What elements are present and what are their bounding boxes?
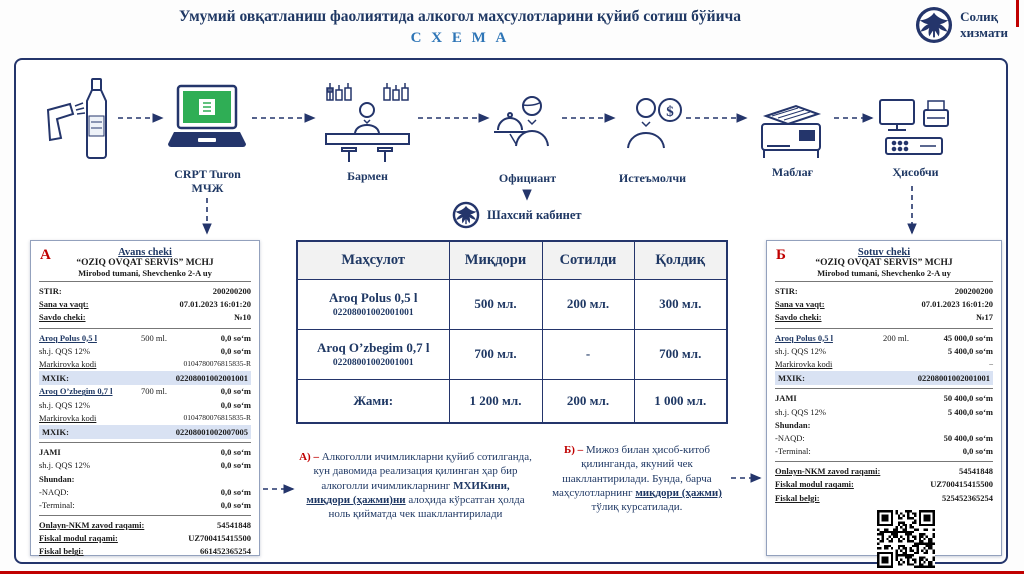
col-header-sold: Сотилди — [542, 241, 634, 279]
label-crpt-turon — [160, 168, 255, 196]
row-value: 0,0 so‘m — [220, 486, 251, 497]
row-label: Shundan: — [775, 419, 811, 430]
receipt-row — [775, 432, 993, 445]
row-value: №10 — [233, 312, 251, 323]
row-label: Savdo cheki: — [775, 312, 822, 323]
note-b — [545, 443, 729, 514]
row-value: 0104780076815835-R — [183, 412, 251, 422]
table-row — [297, 279, 727, 329]
total-label: Жами: — [297, 379, 449, 423]
cell-remainder: 300 мл. — [634, 279, 727, 329]
row-label: sh.j. QQS 12% — [39, 399, 91, 410]
row-value: 5 400,0 so‘m — [947, 345, 993, 356]
receipt-sotuv — [766, 240, 1002, 556]
row-value: 0,0 so‘m — [220, 460, 251, 471]
row-label: sh.j. QQS 12% — [39, 345, 91, 356]
receipt-row — [39, 473, 251, 486]
row-value: 0,0 so‘m — [220, 499, 251, 510]
row-value: 02208001002001001 — [917, 373, 990, 384]
total-remainder: 1 000 мл. — [634, 379, 727, 423]
row-label: Fiskal belgi: — [775, 492, 820, 503]
receipt-row — [39, 345, 251, 358]
row-label: Sana va vaqt: — [775, 299, 825, 310]
eagle-icon — [452, 201, 480, 229]
row-value: 0,0 so‘m — [220, 345, 251, 356]
product-name: Aroq Polus 0,5 l — [328, 290, 418, 305]
row-value: 0,0 so‘m — [220, 399, 251, 410]
cell-remainder: 700 мл. — [634, 329, 727, 379]
receipt-separator — [775, 388, 993, 389]
row-label: Markirovka kodi — [775, 358, 833, 369]
table-header-row — [297, 241, 727, 279]
cash-register-icon — [878, 96, 950, 169]
receipt-row — [39, 519, 251, 532]
row-label: JAMI — [775, 393, 797, 404]
receipt-row — [775, 298, 993, 311]
note-a-bold: МХИКини, — [453, 479, 510, 492]
receipt-row — [775, 445, 993, 458]
bottle-scanner-icon — [44, 76, 120, 173]
table-total-row — [297, 379, 727, 423]
row-value: 0104780076815835-R — [183, 358, 251, 368]
receipt-row — [775, 406, 993, 419]
product-name: Aroq O’zbegim 0,7 l — [317, 340, 430, 355]
receipt-row — [39, 358, 251, 371]
receipt-row — [775, 311, 993, 324]
receipt-row — [39, 459, 251, 472]
row-label: Onlayn-NKM zavod raqami: — [39, 520, 145, 531]
receipt-row — [775, 465, 993, 478]
crpt-label-line1: CRPT Turon — [174, 167, 241, 181]
item-price: 0,0 so‘m — [220, 386, 251, 397]
receipt-address: Mirobod tumani, Shevchenko 2-A uy — [817, 268, 951, 278]
mxik-row — [39, 371, 251, 385]
page-title: Умумий овқатланиш фаолиятида алкогол маҳсулотларини қуйиб сотиш бўйича — [178, 8, 742, 25]
row-label: Onlayn-NKM zavod raqami: — [775, 466, 881, 477]
receipt-row — [39, 311, 251, 324]
cell-quantity: 500 мл. — [449, 279, 542, 329]
receipt-row — [39, 399, 251, 412]
cabinet-label: Шахсий кабинет — [487, 207, 582, 222]
cell-sold: - — [542, 329, 634, 379]
receipt-separator — [39, 281, 251, 282]
cell-product — [297, 329, 449, 379]
receipt-row — [775, 478, 993, 491]
row-value: 0,0 so‘m — [220, 447, 251, 458]
receipt-row — [39, 446, 251, 459]
note-a — [299, 450, 532, 521]
row-value: №17 — [975, 312, 993, 323]
crpt-label-line2: МЧЖ — [191, 180, 224, 195]
consumer-icon — [620, 90, 684, 171]
receipt-separator — [775, 281, 993, 282]
bartender-icon — [320, 80, 415, 169]
receipt-separator — [775, 461, 993, 462]
receipt-row — [775, 345, 993, 358]
row-label: sh.j. QQS 12% — [39, 460, 91, 471]
row-value: 07.01.2023 16:01:20 — [921, 299, 993, 310]
item-qty: 500 ml. — [141, 332, 167, 343]
note-b-text: тўлиқ курсатилади. — [591, 501, 683, 514]
row-value: 02208001002007005 — [175, 426, 248, 437]
row-value: 54541848 — [959, 466, 993, 477]
receipt-b-badge: Б — [776, 247, 786, 263]
row-value: 07.01.2023 16:01:20 — [179, 299, 251, 310]
receipt-title: Avans cheki — [118, 247, 172, 258]
receipt-company: “OZIQ OVQAT SERVIS” MCHJ — [815, 258, 953, 268]
money-counter-icon — [752, 102, 830, 167]
receipt-row — [39, 412, 251, 425]
label-mablag: Маблағ — [771, 165, 814, 179]
row-label: STIR: — [775, 286, 798, 296]
tax-service-logo-text — [960, 9, 1008, 42]
receipt-address: Mirobod tumani, Shevchenko 2-A uy — [78, 268, 212, 278]
receipt-avans — [30, 240, 260, 556]
row-value: UZ700415415500 — [188, 533, 251, 544]
item-price: 45 000,0 so‘m — [943, 332, 993, 343]
row-label: Fiskal modul raqami: — [39, 533, 118, 544]
cell-sold: 200 мл. — [542, 279, 634, 329]
receipt-row — [775, 492, 993, 505]
col-header-remainder: Қолдиқ — [634, 241, 727, 279]
row-label: -NAQD: — [39, 486, 69, 497]
receipt-row — [39, 499, 251, 512]
receipt-item — [775, 332, 993, 345]
item-name: Aroq O’zbegim 0,7 l — [39, 386, 113, 397]
waiter-icon — [494, 90, 560, 171]
product-code: 02208001002001001 — [332, 308, 414, 318]
receipt-item — [39, 332, 251, 345]
row-label: -NAQD: — [775, 432, 805, 443]
row-label: -Terminal: — [775, 446, 811, 457]
row-label: sh.j. QQS 12% — [775, 345, 827, 356]
row-value: 5 400,0 so‘m — [947, 406, 993, 417]
row-label: Markirovka kodi — [39, 358, 97, 369]
row-value: 54541848 — [217, 520, 251, 531]
item-name: Aroq Polus 0,5 l — [39, 332, 97, 343]
mxik-row — [775, 371, 993, 385]
col-header-product: Маҳсулот — [297, 241, 449, 279]
products-table — [296, 240, 728, 424]
receipt-row — [775, 285, 993, 298]
receipt-separator — [39, 515, 251, 516]
row-label: Markirovka kodi — [39, 412, 97, 423]
row-label: Savdo cheki: — [39, 312, 86, 323]
row-label: MXIK: — [42, 373, 69, 384]
logo-text-line1: Солиқ — [960, 8, 999, 24]
item-qty: 200 ml. — [883, 332, 909, 343]
receipt-separator — [775, 328, 993, 329]
cell-quantity: 700 мл. — [449, 329, 542, 379]
receipt-separator — [39, 328, 251, 329]
row-value: 50 400,0 so‘m — [943, 432, 993, 443]
receipt-row — [775, 358, 993, 371]
receipt-separator — [39, 442, 251, 443]
note-a-bold-underline: миқдори (ҳажми)ни — [306, 493, 406, 506]
receipt-a-badge: А — [40, 247, 51, 263]
page-subtitle: С Х Е М А — [410, 30, 510, 46]
label-ofitsiant: Официант — [498, 171, 557, 185]
row-value: UZ700415415500 — [930, 479, 993, 490]
receipt-row — [39, 532, 251, 545]
row-value: 200200200 — [954, 286, 993, 296]
logo-text-line2: хизмати — [960, 25, 1008, 40]
eagle-icon — [915, 6, 953, 44]
row-value: 661452365254 — [200, 546, 251, 557]
receipt-row — [39, 285, 251, 298]
receipt-row — [39, 486, 251, 499]
tax-service-logo — [915, 6, 1008, 44]
receipt-row — [39, 298, 251, 311]
row-label: Sana va vaqt: — [39, 299, 89, 310]
row-label: Fiskal belgi: — [39, 546, 84, 557]
receipt-row — [775, 419, 993, 432]
row-value: 200200200 — [212, 286, 251, 296]
row-label: JAMI — [39, 447, 61, 458]
col-header-quantity: Миқдори — [449, 241, 542, 279]
item-name: Aroq Polus 0,5 l — [775, 332, 833, 343]
note-a-prefix: А) – — [299, 451, 322, 463]
label-barmen: Бармен — [347, 169, 388, 183]
row-value: 0,0 so‘m — [962, 446, 993, 457]
red-corner-accent — [1016, 0, 1019, 27]
row-label: STIR: — [39, 286, 62, 296]
row-value: 50 400,0 so‘m — [943, 393, 993, 404]
mxik-row — [39, 425, 251, 439]
receipt-title: Sotuv cheki — [857, 247, 911, 258]
table-row — [297, 329, 727, 379]
row-label: Fiskal modul raqami: — [775, 479, 854, 490]
row-label: MXIK: — [778, 373, 805, 384]
note-b-prefix: Б) – — [563, 444, 586, 456]
svg-text:$: $ — [666, 104, 674, 120]
crpt-laptop-icon — [168, 84, 246, 159]
row-value: 525452365254 — [942, 492, 993, 503]
row-value: 02208001002001001 — [175, 373, 248, 384]
receipt-company: “OZIQ OVQAT SERVIS” MCHJ — [76, 258, 214, 268]
note-b-text: Мижоз билан ҳисоб-китоб қилинганда, якуний чек шакллантирилади. Бунда, барча маҳсулотларнинг — [552, 444, 712, 499]
note-a-text: Алкоголли ичимликларни қуйиб сотилганда, кун давомида реализация қилинган ҳар бир алкоголли ичимликларнинг — [313, 451, 532, 492]
cell-product — [297, 279, 449, 329]
row-label: -Terminal: — [39, 499, 75, 510]
total-quantity: 1 200 мл. — [449, 379, 542, 423]
personal-cabinet — [452, 201, 582, 229]
row-label: MXIK: — [42, 426, 69, 437]
row-label: Shundan: — [39, 473, 75, 484]
receipt-row — [775, 392, 993, 405]
item-price: 0,0 so‘m — [220, 332, 251, 343]
product-code: 02208001002001001 — [332, 358, 414, 368]
label-istemolchi: Истеъмолчи — [618, 171, 687, 185]
receipt-item — [39, 385, 251, 398]
total-sold: 200 мл. — [542, 379, 634, 423]
note-a-text: алоҳида кўрсатган ҳолда ноль қийматда чек шакллантирилади — [328, 493, 525, 521]
qr-code — [877, 510, 935, 568]
row-value: – — [989, 358, 993, 368]
note-b-bold-underline: миқдори (ҳажми) — [635, 486, 722, 499]
row-label: sh.j. QQS 12% — [775, 406, 827, 417]
label-hisobchi: Ҳисобчи — [892, 165, 939, 179]
item-qty: 700 ml. — [141, 386, 167, 397]
receipt-row — [39, 545, 251, 558]
